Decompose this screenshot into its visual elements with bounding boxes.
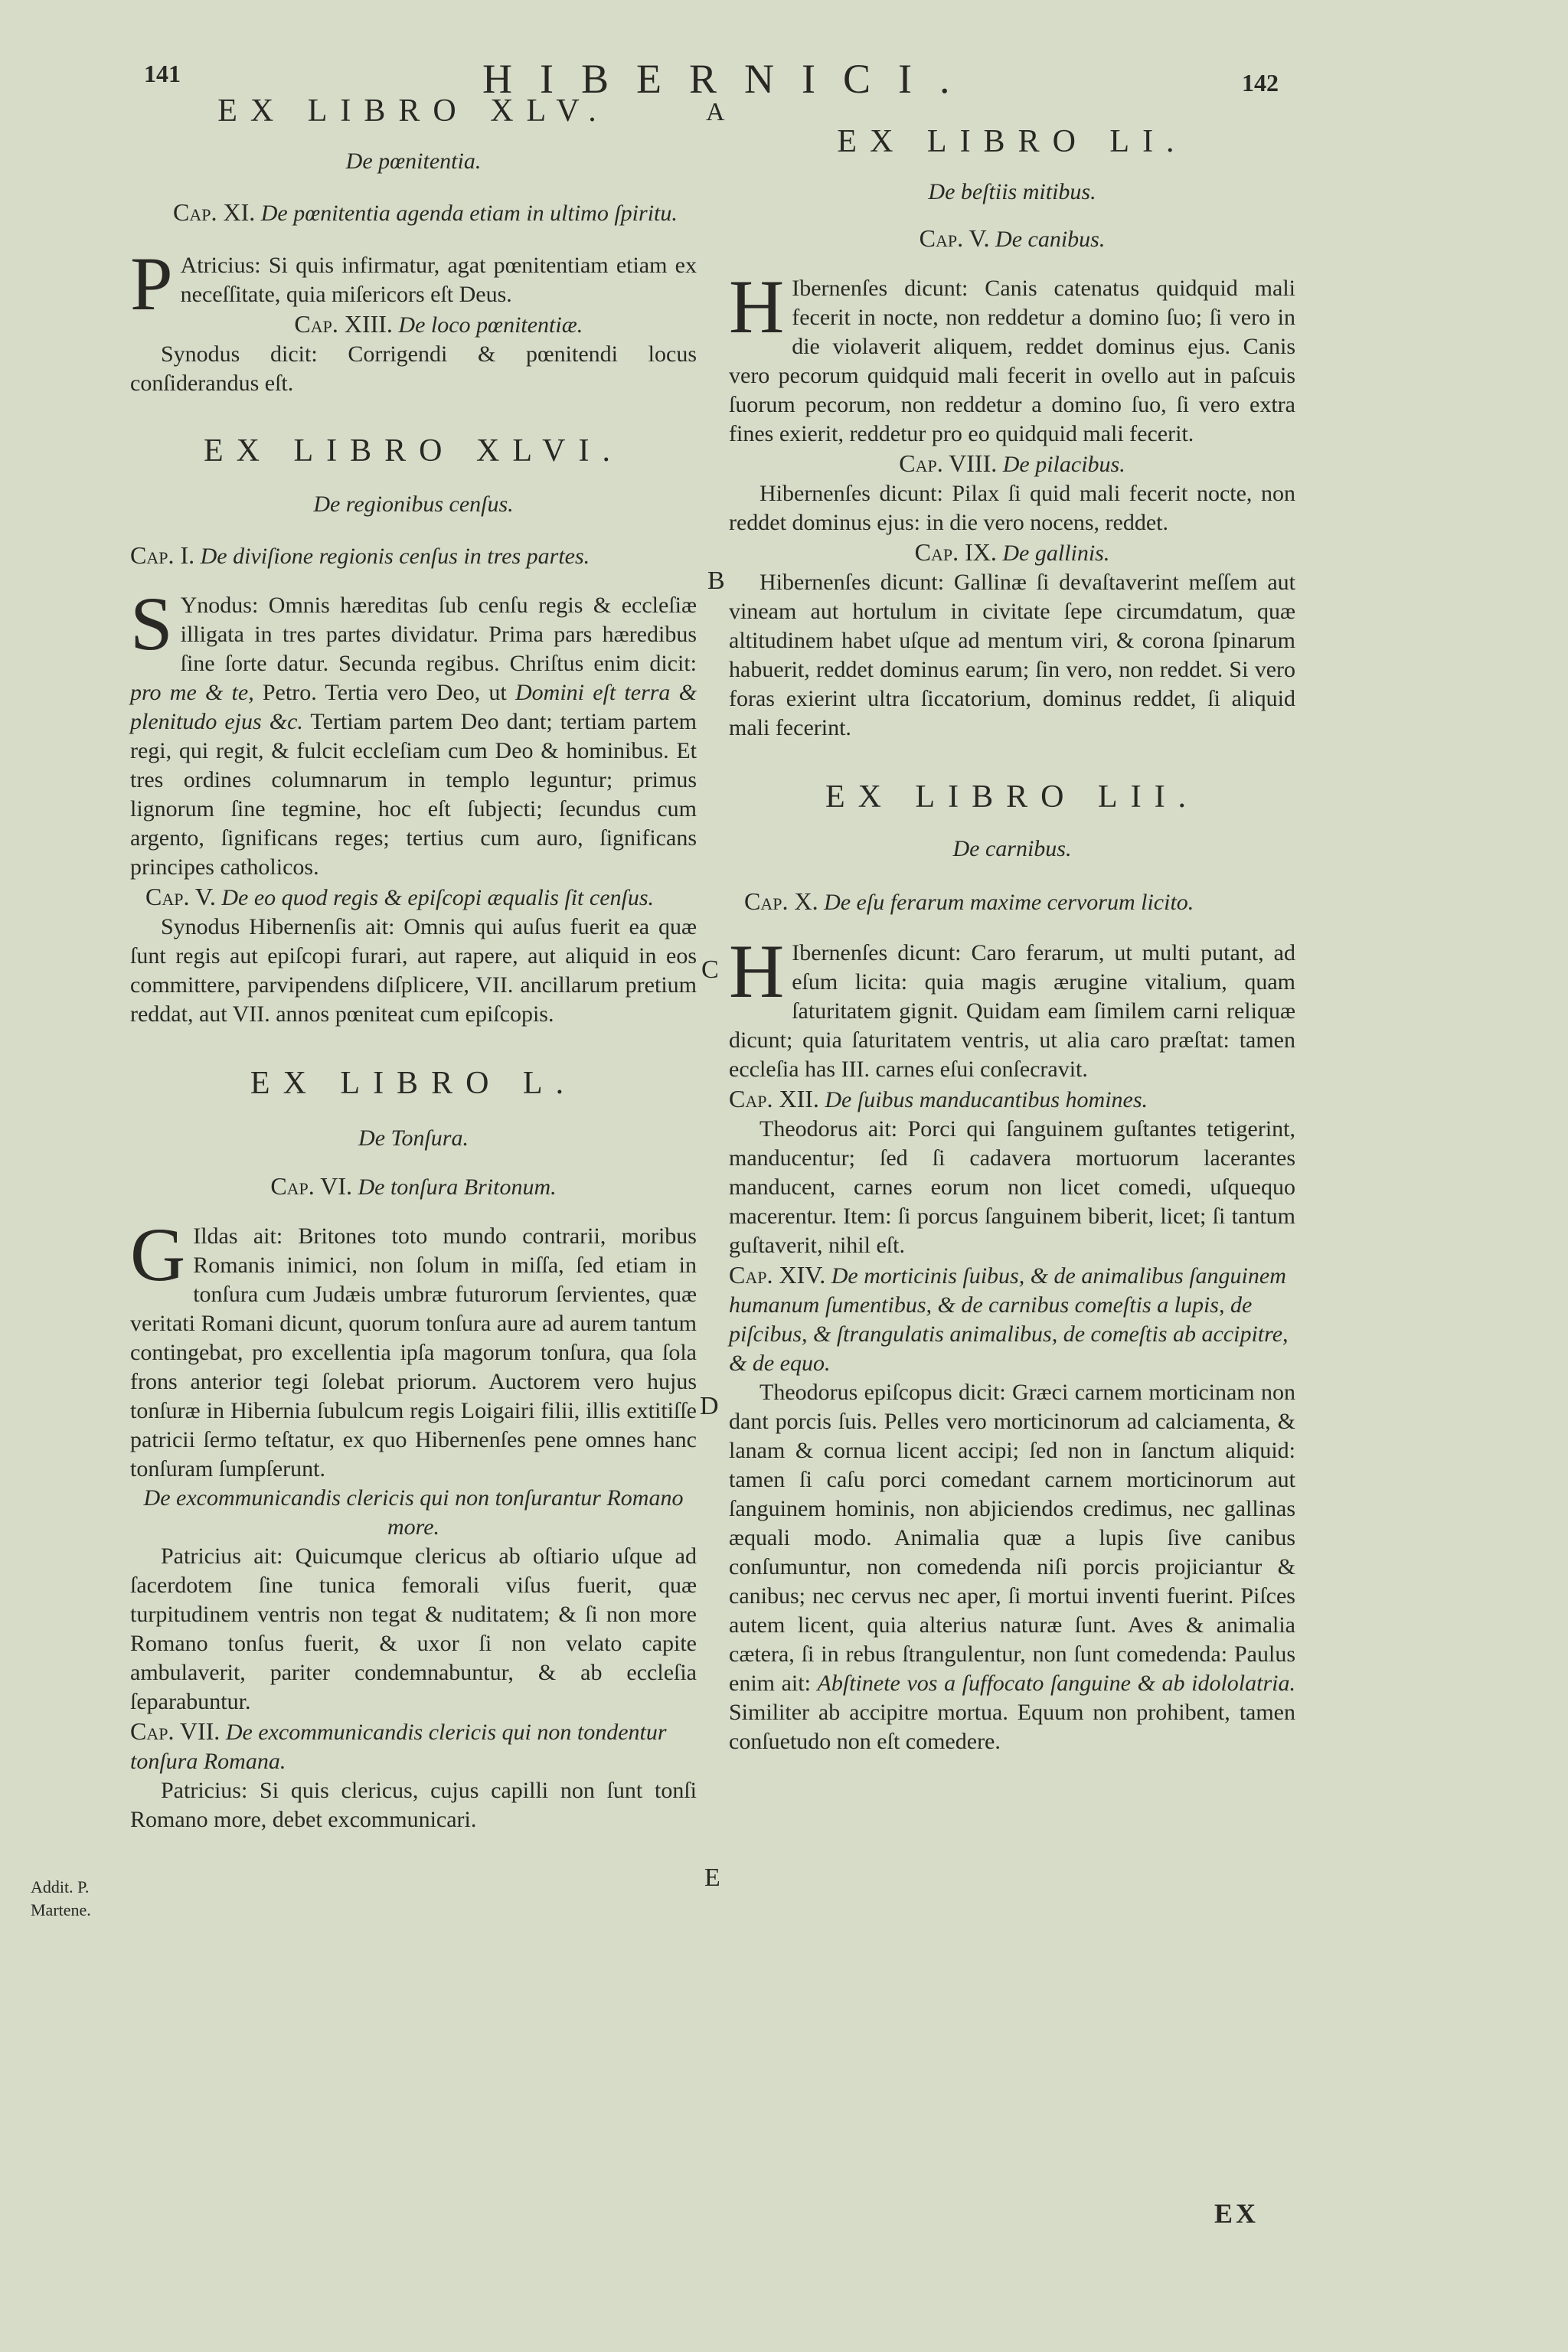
paragraph: Patricius ait: Quicumque clericus ab oſtiario uſque ad ſacerdotem ſine tunica femorali viſus fuerit, quæ turpitudinem ventris non tegat & nuditatem; & ſi non more Romano tonſus fuerit, & uxor ſi non velato capite ambulaverit, pariter condemnabuntur, & ab eccleſia ſeparabuntur. (130, 1544, 697, 1714)
chapter-title: De pœnitentia agenda etiam in ultimo ſpiritu. (260, 201, 678, 226)
catchword: EX (1214, 2198, 1259, 2229)
chapter-heading (130, 1171, 697, 1202)
book-heading: EX LIBRO L. (250, 1066, 577, 1101)
chapter-title: De loco pœnitentiæ. (398, 312, 583, 338)
running-title: HIBERNICI. (482, 56, 978, 102)
page-number-right: 142 (1242, 69, 1279, 96)
chapter-label: Cap. X. (744, 887, 818, 915)
margin-note: Addit. P. Martene. (31, 1877, 91, 1919)
book-heading: EX LIBRO XLV. (217, 93, 609, 129)
chapter-label: Cap. VI. (270, 1172, 352, 1200)
chapter-label: Cap. I. (130, 541, 195, 569)
chapter-title: De eſu ferarum maxime cervorum licito. (824, 890, 1194, 915)
chapter-heading (130, 1717, 697, 1776)
chapter-label: Cap. XII. (729, 1085, 819, 1112)
paragraph-text: Similiter ab accipitre mortua. Equum non prohibent, tamen conſuetudo non eſt comedere. (729, 1700, 1295, 1754)
book-subject: De Tonſura. (358, 1125, 469, 1151)
paragraph-text: Tertiam partem Deo dant; tertiam partem regi, qui regit, & fulcit eccleſiam cum Deo & hominibus. Et tres ordines columnarum in templo leguntur; primus lignorum ſine tegmine, hoc eſt ſubjecti; ſecundus cum argento, ſignificans reges; tertius cum auro, ſignificans principes catholicos. (130, 709, 697, 880)
section-marker-e: E (704, 1864, 720, 1892)
book-heading: EX LIBRO LII. (825, 779, 1200, 815)
section-marker-b: B (707, 567, 725, 595)
paragraph: Synodus dicit: Corrigendi & pœnitendi locus conſiderandus eſt. (130, 341, 697, 396)
chapter-label: Cap. XI. (173, 198, 256, 226)
paragraph-text: Petro. Tertia vero Deo, ut (253, 680, 515, 705)
right-column (729, 92, 1295, 1756)
chapter-heading (729, 224, 1295, 254)
paragraph: Hibernenſes dicunt: Pilax ſi quid mali fecerit nocte, non reddet dominus ejus: in die vero nocens, reddet. (729, 481, 1295, 535)
book-heading: EX LIBRO XLVI. (204, 433, 623, 469)
section-marker-d: D (700, 1392, 719, 1420)
paragraph-text: Ibernenſes dicunt: Caro ferarum, ut multi putant, ad eſum licita: quia magis ærugine vitalium, quam ſaturitatem gignit. Quidam eam ſimilem carni reliquæ dicunt; quia ſaturitatem ventris, ut alia caro præſtat: tamen eccleſia has III. carnes eſui conſecravit. (729, 940, 1295, 1082)
chapter-title: De diviſione regionis cenſus in tres partes. (200, 544, 590, 569)
chapter-title: De canibus. (995, 227, 1106, 252)
paragraph (729, 1378, 1295, 1756)
drop-cap: G (130, 1212, 186, 1297)
chapter-label: Cap. IX. (914, 538, 997, 566)
chapter-label: Cap. VIII. (899, 449, 998, 477)
chapter-heading (729, 1260, 1295, 1378)
chapter-title: De tonſura Britonum. (358, 1174, 557, 1200)
chapter-title: De morticinis ſuibus, & de animalibus ſanguinem humanum ſumentibus, & de carnibus comeſtis a lupis, de piſcibus, & ſtrangulatis animalibus, de comeſtis ab accipitre, & de equo. (729, 1263, 1289, 1376)
chapter-label: Cap. VII. (130, 1717, 220, 1745)
book-subject: De pœnitentia. (345, 149, 482, 174)
paragraph-text: Ildas ait: Britones toto mundo contrarii, moribus Romanis inimici, non ſolum in miſſa, ſed etiam in tonſura cum Judæis umbræ futurorum ſervientes, quæ veritati Romani dicunt, quorum tonſura aure ad aurem tantum contingebat, pro excellentia ipſa magorum tonſura, qua ſola frons anterior tegi ſolebat priorum. Auctorem vero hujus tonſuræ in Hibernia ſubulcum regis Loigairi filii, illis extitiſſe patricii ſermo teſtatur, ex quo Hibernenſes pene omnes hanc tonſuram ſumpſerunt. (130, 1223, 697, 1481)
section-marker-a: A (706, 98, 725, 126)
section-marker-c: C (701, 956, 719, 984)
paragraph: Synodus Hibernenſis ait: Omnis qui auſus fuerit ea quæ ſunt regis aut epiſcopi furari, aut rapere, aut aliquid in eos committere, parvipendens diſplicere, VII. ancillarum pretium reddat, aut VII. annos pœniteat cum epiſcopis. (130, 914, 697, 1027)
chapter-label: Cap. V. (145, 883, 216, 910)
paragraph (729, 929, 1295, 1084)
book-heading: EX LIBRO LI. (837, 124, 1187, 159)
page-number-left: 141 (144, 60, 181, 87)
paragraph: Hibernenſes dicunt: Gallinæ ſi devaſtaverint meſſem aut vineam aut hortulum in civitate ſepe circumdatum, quæ altitudinem habet uſque ad mentum viri, & corona ſpinarum habuerit, reddet dominus earum; ſin vero, non reddet. Si vero foras exierint ultra ſiccatorium, dominus reddet, ſi aliquid mali fecerint. (729, 570, 1295, 740)
chapter-heading (145, 882, 697, 913)
paragraph: Patricius: Si quis clericus, cujus capilli non ſunt tonſi Romano more, debet excommunicari. (130, 1778, 697, 1832)
chapter-title: De excommunicandis clericis qui non tondentur tonſura Romana. (130, 1720, 667, 1774)
quotation: pro me & te, (130, 680, 254, 705)
drop-cap: H (729, 264, 785, 349)
paragraph (130, 581, 697, 882)
paragraph: Theodorus ait: Porci qui ſanguinem guſtantes tetigerint, manducentur; ſed ſi cadavera mortuorum lacerantes manducent, carnes eorum non licet comedi, uſquequo macerentur. Item: ſi porcus ſanguinem biberit, licet; ſi tantum guſtaverit, nihil eſt. (729, 1116, 1295, 1258)
paragraph-text: Ynodus: Omnis hæreditas ſub cenſu regis & eccleſiæ illigata in tres partes dividatur. Prima pars hæredibus ſine ſorte datur. Secunda regibus. Chriſtus enim dicit: (180, 593, 697, 676)
chapter-heading (130, 309, 697, 340)
chapter-title: De gallinis. (1002, 541, 1110, 566)
book-subject: De regionibus cenſus. (313, 492, 514, 517)
chapter-label: Cap. XIII. (294, 310, 393, 338)
chapter-heading (729, 1084, 1295, 1115)
chapter-heading (729, 537, 1295, 568)
chapter-label: Cap. XIV. (729, 1261, 826, 1289)
paragraph (729, 264, 1295, 449)
chapter-heading (729, 449, 1295, 479)
paragraph (130, 1212, 697, 1484)
book-subject: De carnibus. (952, 836, 1072, 861)
chapter-title: De eo quod regis & epiſcopi æqualis ſit cenſus. (221, 885, 655, 910)
chapter-heading (744, 887, 1295, 917)
drop-cap: S (130, 581, 173, 666)
drop-cap: P (130, 241, 173, 326)
paragraph-text: Ibernenſes dicunt: Canis catenatus quidquid mali fecerit in nocte, non reddetur a domino ſuo; ſi vero in die violaverit aliquem, reddet dominus ejus. Canis vero pecorum quidquid mali fecerit in ovello aut in paſcuis ſuorum pecorum, non reddetur a domino ſuo, ſi vero extra fines exierit, reddetur pro eo quidquid mali fecerit. (729, 276, 1295, 446)
left-column (130, 92, 697, 1834)
chapter-title: De ſuibus manducantibus homines. (825, 1087, 1148, 1112)
chapter-heading (130, 541, 697, 571)
paragraph-text: Atricius: Si quis infirmatur, agat pœnitentiam etiam ex neceſſitate, quia miſericors eſt Deus. (180, 253, 697, 307)
quotation: Abſtinete vos a ſuffocato ſanguine & ab idololatria. (817, 1671, 1295, 1696)
book-subject: De beſtiis mitibus. (928, 179, 1096, 204)
paragraph-text: Theodorus epiſcopus dicit: Græci carnem morticinam non dant porcis ſuis. Pelles vero morticinorum ad calciamenta, & lanam & cornua licent accipi; ſed non in ſanctum aliquid: tamen ſi caſu porci comedant carnem morticinorum aut ſanguinem hominis, non abjiciendos credimus, nec gallinas æquali modo. Animalia quæ a lupis ſive canibus conſumuntur, non comedenda niſi porcis projiciantur & canibus; nec cervus nec aper, ſi mortui inventi fuerint. Piſces autem licent, quia alterius naturæ ſunt. Aves & animalia cætera, ſi in rebus ſtrangulentur, non ſunt comedenda: Paulus enim ait: (729, 1380, 1295, 1696)
subheading (130, 1484, 697, 1542)
drop-cap: H (729, 929, 785, 1014)
chapter-heading (173, 198, 697, 228)
chapter-label: Cap. V. (919, 224, 990, 252)
chapter-title: De pilacibus. (1002, 452, 1125, 477)
quotation: Domini eſt terra & plenitudo ejus &c. (130, 680, 697, 734)
subheading-text: De excommunicandis clericis qui non tonſurantur Romano more. (143, 1485, 684, 1540)
